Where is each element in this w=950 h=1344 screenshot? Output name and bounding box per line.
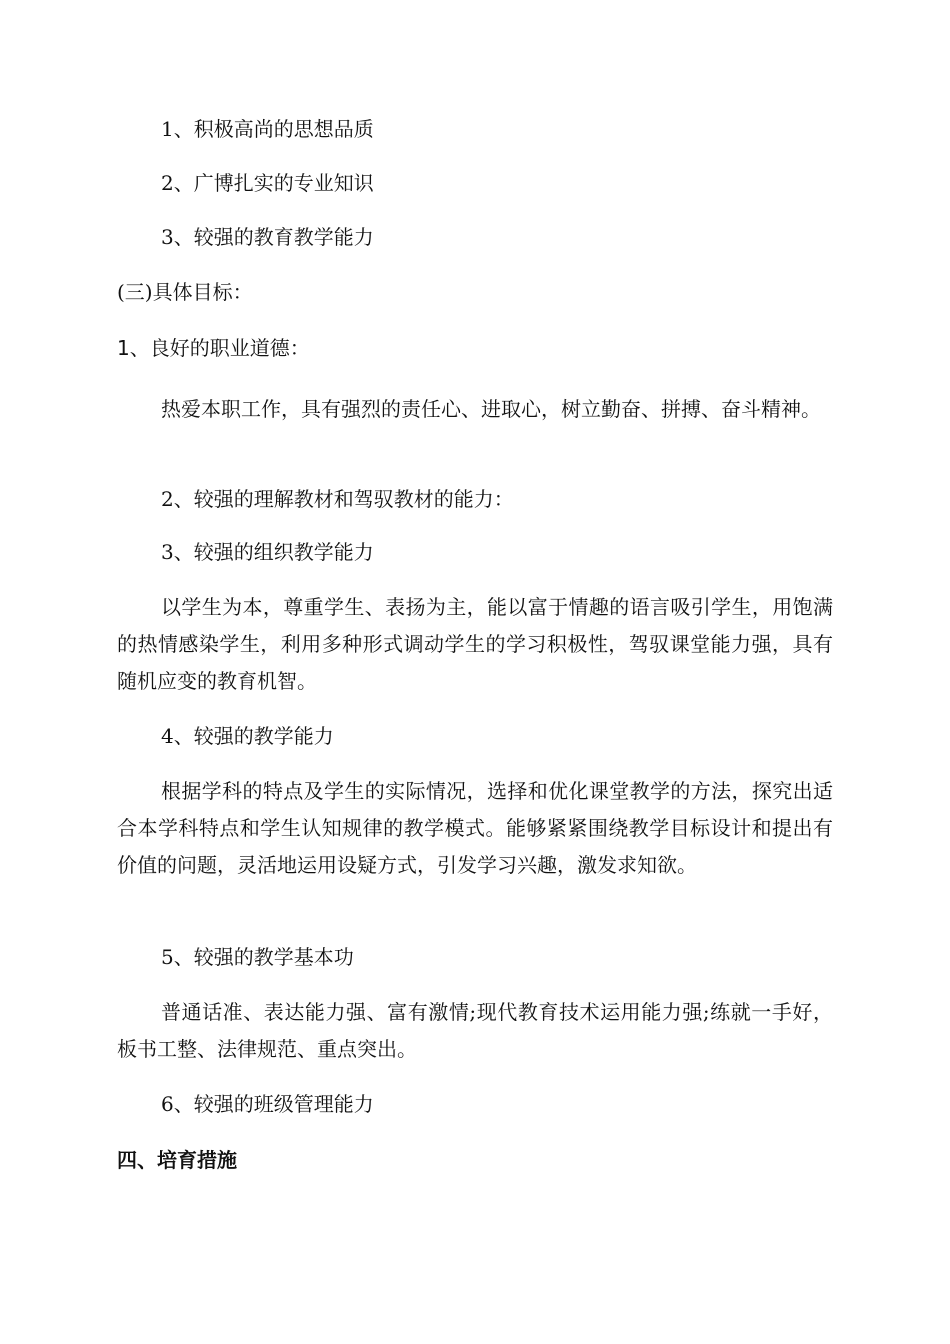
list-item: 3、较强的教育教学能力 <box>161 225 374 249</box>
section-heading: 四、培育措施 <box>117 1148 237 1172</box>
goal-heading: 3、较强的组织教学能力 <box>161 540 374 564</box>
section-heading: (三)具体目标： <box>117 280 253 304</box>
list-item: 1、积极高尚的思想品质 <box>161 117 374 141</box>
goal-heading: 4、较强的教学能力 <box>161 724 334 748</box>
paragraph: 根据学科的特点及学生的实际情况，选择和优化课堂教学的方法，探究出适合本学科特点和学生认知规律的教学模式。能够紧紧围绕教学目标设计和提出有价值的问题，灵活地运用设疑方式，引发学习兴趣，激发求知欲。 <box>117 779 833 877</box>
goal-heading: 6、较强的班级管理能力 <box>161 1092 374 1116</box>
paragraph: 热爱本职工作，具有强烈的责任心、进取心，树立勤奋、拼搏、奋斗精神。 <box>161 397 821 421</box>
goal-heading: 5、较强的教学基本功 <box>161 945 354 969</box>
paragraph: 普通话准、表达能力强、富有激情;现代教育技术运用能力强;练就一手好，板书工整、法律规范、重点突出。 <box>117 1000 833 1061</box>
goal-heading: 1、良好的职业道德： <box>117 336 310 360</box>
paragraph: 以学生为本，尊重学生、表扬为主，能以富于情趣的语言吸引学生，用饱满的热情感染学生，利用多种形式调动学生的学习积极性，驾驭课堂能力强，具有随机应变的教育机智。 <box>117 595 833 693</box>
goal-heading: 2、较强的理解教材和驾驭教材的能力： <box>161 487 514 511</box>
list-item: 2、广博扎实的专业知识 <box>161 171 374 195</box>
